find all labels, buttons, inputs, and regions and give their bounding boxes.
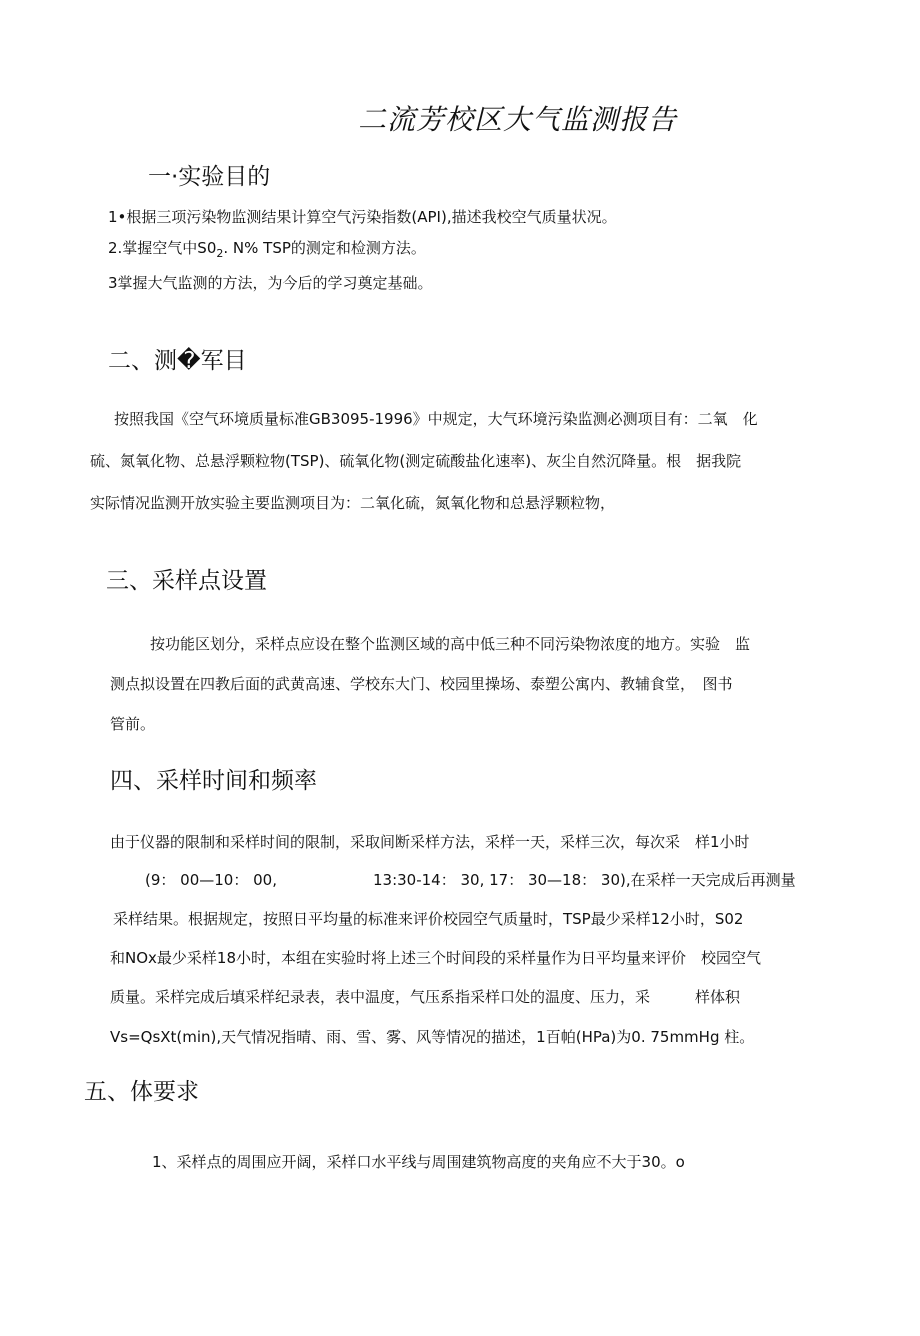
s1-item-3: 3掌握大气监测的方法，为今后的学习奠定基础。 — [108, 274, 433, 292]
section-4-heading: 四、采样时间和频率 — [110, 768, 317, 794]
s1-item-2: 2.掌握空气中$S0_2$. N% TSP的测定和检测方法。 — [108, 239, 426, 260]
s3-line-2: 测点拟设置在四教后面的武黄高速、学校东大门、校园里操场、泰塑公寓内、教辅食堂， 图书 — [110, 675, 733, 693]
s2-line-3: 实际情况监测开放实验主要监测项目为：二氧化硫，氮氧化物和总悬浮颗粒物， — [90, 494, 616, 512]
report-title: 二流芳校区大气监测报告 — [358, 103, 678, 136]
s4-line-4: 和NOx最少采样18小时，本组在实验时将上述三个时间段的采样量作为日平均量来评价 校园空气 — [110, 949, 761, 967]
s4-line-1: 由于仪器的限制和采样时间的限制，采取间断采样方法，采样一天，采样三次，每次采 样1小时 — [110, 833, 750, 851]
s4-line-5: 质量。采样完成后填采样纪录表，表中温度，气压系指采样口处的温度、压力，采 样体积 — [110, 988, 741, 1006]
section-1-heading: 一·实验目的 — [148, 164, 271, 190]
s4-line-6: Vs=QsXt(min),天气情况指晴、雨、雪、雾、风等情况的描述，1百帕(HPa)为0. 75mmHg 柱。 — [110, 1028, 755, 1046]
s5-item-1: 1、采样点的周围应开阔，采样口水平线与周围建筑物高度的夹角应不大于30。o — [152, 1153, 685, 1171]
section-3-heading: 三、采样点设置 — [106, 568, 267, 594]
s3-line-1: 按功能区划分，采样点应设在整个监测区域的高中低三种不同污染物浓度的地方。实验 监 — [150, 635, 751, 653]
section-5-heading: 五、体要求 — [84, 1079, 199, 1105]
s4-line-3: 采样结果。根据规定，按照日平均量的标准来评价校园空气质量时，TSP最少采样12小时，S02 — [113, 910, 744, 928]
s3-line-3: 管前。 — [110, 715, 156, 733]
s2-line-2: 硫、氮氧化物、总悬浮颗粒物(TSP)、硫氧化物(测定硫酸盐化速率)、灰尘自然沉降量。根 据我院 — [90, 452, 742, 470]
s1-item-1: 1•根据三项污染物监测结果计算空气污染指数(API),描述我校空气质量状况。 — [108, 208, 617, 226]
s4-time-1: (9： 00—10： 00, — [145, 871, 277, 889]
s4-time-2: 13:30-14： 30, 17： 30—18： 30),在采样一天完成后再测量 — [373, 871, 796, 889]
section-2-heading: 二、测�军目 — [108, 348, 247, 374]
s2-line-1: 按照我国《空气环境质量标准GB3095-1996》中规定，大气环境污染监测必测项目有：二氧 化 — [114, 410, 758, 428]
